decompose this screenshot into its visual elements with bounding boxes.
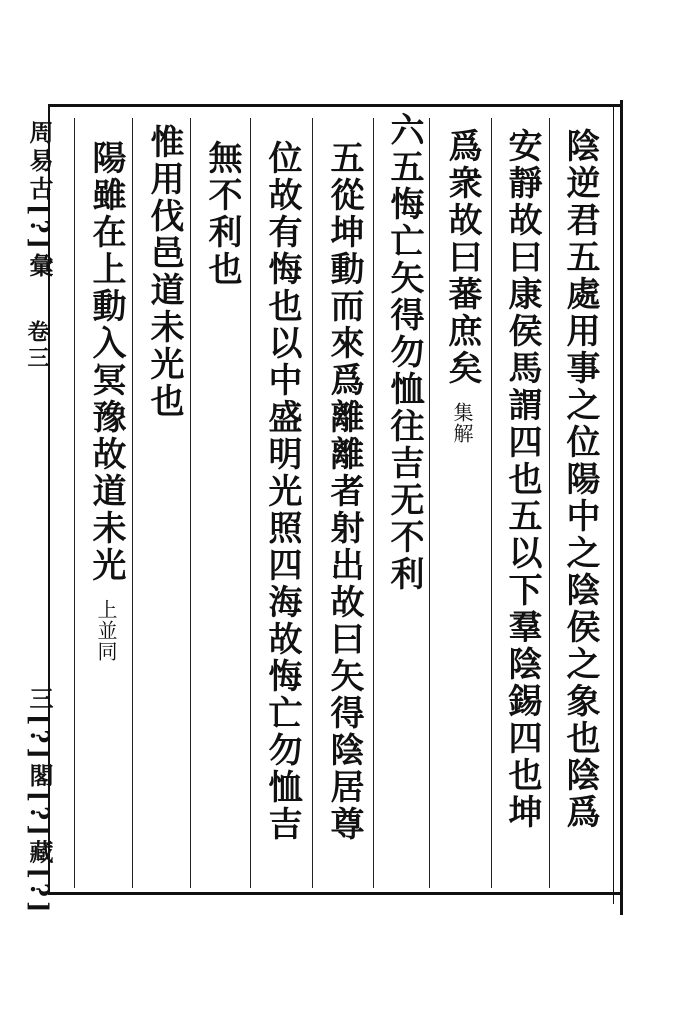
text-column-9 <box>84 140 128 662</box>
column-text: 位故有悔也以中盛明光照四海故悔亡勿恤吉 <box>262 140 302 843</box>
text-column-2 <box>500 128 544 831</box>
column-text: 無不利也 <box>202 140 242 288</box>
column-text: 六五悔亡矢得勿恤往吉无不利 <box>384 112 424 593</box>
column-rule <box>373 118 374 888</box>
frame-right-inner-border <box>613 104 614 904</box>
column-text: 陰逆君五處用事之位陽中之陰侯之象也陰爲 <box>560 128 600 831</box>
column-rule <box>250 118 251 888</box>
collection-label: 三[?]閣[?]藏[?] <box>25 686 54 917</box>
book-title: 周易古[?]彙 <box>25 120 54 281</box>
column-rule <box>190 118 191 888</box>
frame-right-border <box>620 100 623 915</box>
text-column-6 <box>260 140 304 843</box>
column-rule <box>491 118 492 888</box>
column-rule <box>74 118 75 888</box>
column-rule <box>549 118 550 888</box>
text-column-5 <box>322 140 366 843</box>
text-column-7 <box>200 140 244 288</box>
column-rule <box>429 118 430 888</box>
book-title-margin <box>22 120 57 281</box>
text-column-1 <box>558 128 602 831</box>
column-rule <box>132 118 133 888</box>
annotation-note: 集解 <box>450 401 474 444</box>
chapter-label: 卷三 <box>24 320 50 372</box>
collection-margin <box>22 686 57 916</box>
text-column-3 <box>440 128 484 444</box>
column-text: 爲衆故曰蕃庶矣 <box>442 128 482 387</box>
frame-top-border <box>48 104 623 107</box>
column-text: 五從坤動而來爲離離者射出故曰矢得陰居尊 <box>324 140 364 843</box>
text-column-8 <box>142 124 186 420</box>
column-text: 陽雖在上動入冥豫故道未光 <box>86 140 126 584</box>
text-column-4 <box>382 112 426 593</box>
column-text: 安靜故曰康侯馬謂四也五以下羣陰錫四也坤 <box>502 128 542 831</box>
chapter-margin <box>22 320 53 372</box>
frame-bottom-border <box>48 892 623 895</box>
annotation-note: 上並同 <box>94 598 118 662</box>
column-text: 惟用伐邑道未光也 <box>144 124 184 420</box>
column-rule <box>312 118 313 888</box>
